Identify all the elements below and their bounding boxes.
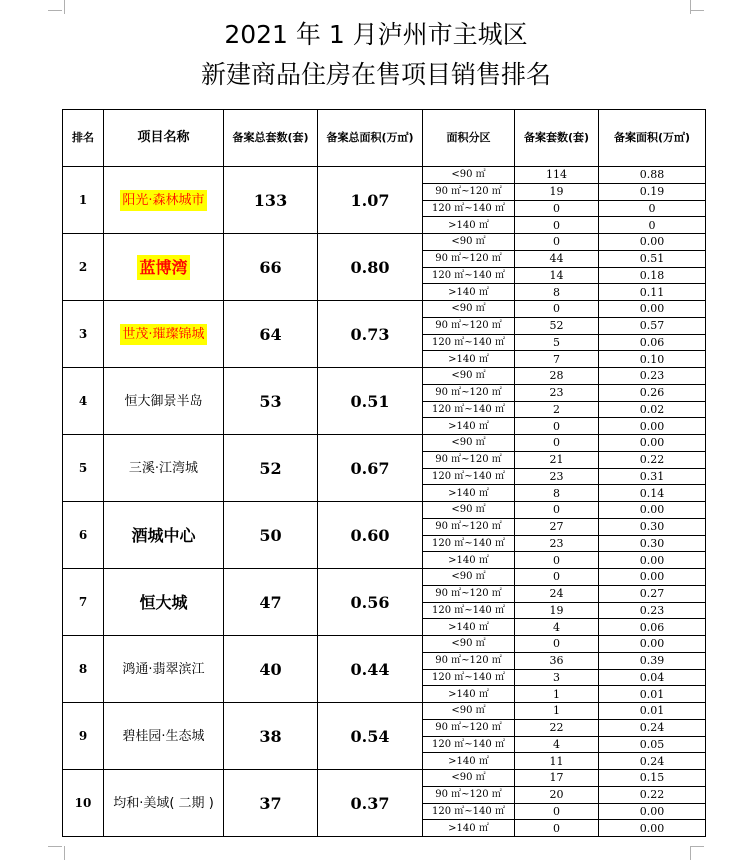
- project-name-cell: [104, 435, 224, 502]
- area-range: >140 ㎡: [423, 351, 515, 368]
- table-row: [63, 167, 706, 184]
- header-total-area-label: 备案总面积(万㎡): [326, 131, 414, 144]
- rank-number: 1: [63, 167, 104, 234]
- area-range: 90 ㎡~120 ㎡: [423, 786, 515, 803]
- range-area: 0.14: [599, 485, 706, 502]
- area-range: <90 ㎡: [423, 368, 515, 385]
- range-units: 24: [515, 585, 599, 602]
- area-range: 120 ㎡~140 ㎡: [423, 535, 515, 552]
- range-area: 0.00: [599, 301, 706, 318]
- table-body: [63, 167, 706, 837]
- area-range: 90 ㎡~120 ㎡: [423, 451, 515, 468]
- area-range: 90 ㎡~120 ㎡: [423, 317, 515, 334]
- range-units: 0: [515, 803, 599, 820]
- rank-number: 7: [63, 569, 104, 636]
- total-area: 0.56: [318, 569, 423, 636]
- range-area: 0.00: [599, 820, 706, 837]
- area-range: 120 ㎡~140 ㎡: [423, 803, 515, 820]
- project-name-cell: [104, 636, 224, 703]
- project-name: 阳光·森林城市: [120, 190, 206, 211]
- range-units: 28: [515, 368, 599, 385]
- area-range: >140 ㎡: [423, 552, 515, 569]
- table-row: [63, 770, 706, 787]
- area-range: 90 ㎡~120 ㎡: [423, 384, 515, 401]
- range-units: 1: [515, 703, 599, 720]
- range-area: 0.18: [599, 267, 706, 284]
- area-range: <90 ㎡: [423, 703, 515, 720]
- area-range: 120 ㎡~140 ㎡: [423, 669, 515, 686]
- range-area: 0.88: [599, 167, 706, 184]
- range-units: 44: [515, 250, 599, 267]
- area-range: >140 ㎡: [423, 686, 515, 703]
- range-units: 5: [515, 334, 599, 351]
- project-name: 鸿通·翡翠滨江: [122, 661, 205, 677]
- project-name: 恒大御景半岛: [124, 393, 203, 409]
- range-units: 2: [515, 401, 599, 418]
- total-area: 0.51: [318, 368, 423, 435]
- area-range: 90 ㎡~120 ㎡: [423, 585, 515, 602]
- total-units: 50: [224, 502, 318, 569]
- project-name: 蓝博湾: [137, 255, 189, 280]
- range-units: 114: [515, 167, 599, 184]
- rank-number: 10: [63, 770, 104, 837]
- header-project: 项目名称: [104, 110, 224, 167]
- document-title-line2: 新建商品住房在售项目销售排名: [200, 60, 551, 89]
- range-units: 0: [515, 435, 599, 452]
- area-range: >140 ㎡: [423, 217, 515, 234]
- area-range: <90 ㎡: [423, 167, 515, 184]
- area-range: <90 ㎡: [423, 770, 515, 787]
- range-units: 27: [515, 518, 599, 535]
- table-row: [63, 435, 706, 452]
- range-area: 0.00: [599, 569, 706, 586]
- total-units: 133: [224, 167, 318, 234]
- table-row: [63, 703, 706, 720]
- range-units: 19: [515, 183, 599, 200]
- range-units: 20: [515, 786, 599, 803]
- rank-number: 9: [63, 703, 104, 770]
- total-area: 0.54: [318, 703, 423, 770]
- range-units: 1: [515, 686, 599, 703]
- header-area: 备案面积(万㎡): [599, 110, 706, 167]
- area-range: >140 ㎡: [423, 753, 515, 770]
- range-units: 4: [515, 619, 599, 636]
- area-range: 90 ㎡~120 ㎡: [423, 719, 515, 736]
- total-area: 0.37: [318, 770, 423, 837]
- range-area: 0.00: [599, 552, 706, 569]
- rank-number: 2: [63, 234, 104, 301]
- range-units: 0: [515, 418, 599, 435]
- page-corner-mark: [690, 846, 705, 860]
- rank-number: 4: [63, 368, 104, 435]
- table-header-row: [63, 110, 706, 167]
- total-area: 1.07: [318, 167, 423, 234]
- range-units: 0: [515, 234, 599, 251]
- project-name: 碧桂园·生态城: [122, 728, 205, 744]
- total-units: 53: [224, 368, 318, 435]
- page-corner-mark: [690, 10, 704, 11]
- total-units: 40: [224, 636, 318, 703]
- range-units: 0: [515, 200, 599, 217]
- range-area: 0.00: [599, 636, 706, 653]
- project-name-cell: [104, 770, 224, 837]
- range-area: 0.30: [599, 535, 706, 552]
- total-area: 0.73: [318, 301, 423, 368]
- project-name: 三溪·江湾城: [128, 460, 199, 476]
- page-corner-mark: [50, 846, 65, 860]
- document-title-line1: 2021 年 1 月泸州市主城区: [224, 20, 528, 49]
- table-row: [63, 636, 706, 653]
- rank-number: 6: [63, 502, 104, 569]
- range-units: 19: [515, 602, 599, 619]
- range-units: 7: [515, 351, 599, 368]
- range-units: 8: [515, 485, 599, 502]
- table-row: [63, 502, 706, 519]
- range-units: 23: [515, 384, 599, 401]
- rank-number: 3: [63, 301, 104, 368]
- range-area: 0.15: [599, 770, 706, 787]
- project-name: 世茂·璀璨锦城: [120, 324, 206, 345]
- project-name-cell: [104, 368, 224, 435]
- table-row: [63, 569, 706, 586]
- total-area: 0.60: [318, 502, 423, 569]
- area-range: 90 ㎡~120 ㎡: [423, 250, 515, 267]
- range-area: 0.02: [599, 401, 706, 418]
- range-area: 0.00: [599, 418, 706, 435]
- area-range: 90 ㎡~120 ㎡: [423, 183, 515, 200]
- range-units: 21: [515, 451, 599, 468]
- range-units: 23: [515, 535, 599, 552]
- range-area: 0: [599, 200, 706, 217]
- table-row: [63, 301, 706, 318]
- total-area: 0.67: [318, 435, 423, 502]
- area-range: 120 ㎡~140 ㎡: [423, 401, 515, 418]
- area-range: <90 ㎡: [423, 502, 515, 519]
- sales-ranking-table: [62, 109, 706, 837]
- area-range: >140 ㎡: [423, 418, 515, 435]
- range-area: 0.23: [599, 368, 706, 385]
- range-area: 0.01: [599, 686, 706, 703]
- area-range: 120 ㎡~140 ㎡: [423, 736, 515, 753]
- range-area: 0.01: [599, 703, 706, 720]
- range-units: 8: [515, 284, 599, 301]
- range-units: 0: [515, 569, 599, 586]
- range-area: 0.00: [599, 502, 706, 519]
- project-name-cell: [104, 703, 224, 770]
- range-units: 17: [515, 770, 599, 787]
- project-name-cell: [104, 234, 224, 301]
- project-name-cell: [104, 569, 224, 636]
- page-corner-mark: [690, 846, 704, 847]
- area-range: 120 ㎡~140 ㎡: [423, 602, 515, 619]
- total-units: 37: [224, 770, 318, 837]
- area-range: 90 ㎡~120 ㎡: [423, 518, 515, 535]
- range-area: 0.00: [599, 435, 706, 452]
- header-rank: 排名: [63, 110, 104, 167]
- header-area-range: 面积分区: [423, 110, 515, 167]
- range-area: 0.39: [599, 652, 706, 669]
- range-area: 0.00: [599, 234, 706, 251]
- area-range: >140 ㎡: [423, 485, 515, 502]
- area-range: >140 ㎡: [423, 619, 515, 636]
- total-area: 0.44: [318, 636, 423, 703]
- table-row: [63, 368, 706, 385]
- rank-number: 8: [63, 636, 104, 703]
- range-units: 0: [515, 820, 599, 837]
- area-range: >140 ㎡: [423, 820, 515, 837]
- project-name: 恒大城: [139, 592, 188, 612]
- total-units: 66: [224, 234, 318, 301]
- range-area: 0.10: [599, 351, 706, 368]
- range-area: 0.51: [599, 250, 706, 267]
- project-name: 均和·美域( 二期 ): [113, 795, 214, 811]
- range-area: 0.31: [599, 468, 706, 485]
- project-name-cell: [104, 502, 224, 569]
- range-area: 0.27: [599, 585, 706, 602]
- header-units: 备案套数(套): [515, 110, 599, 167]
- area-range: <90 ㎡: [423, 435, 515, 452]
- page-corner-mark: [50, 0, 65, 14]
- page-corner-mark: [48, 846, 62, 847]
- header-total-units: 备案总套数(套): [224, 110, 318, 167]
- area-range: <90 ㎡: [423, 636, 515, 653]
- area-range: <90 ㎡: [423, 301, 515, 318]
- area-range: <90 ㎡: [423, 234, 515, 251]
- area-range: 90 ㎡~120 ㎡: [423, 652, 515, 669]
- range-area: 0: [599, 217, 706, 234]
- table-row: [63, 234, 706, 251]
- range-area: 0.06: [599, 334, 706, 351]
- range-area: 0.22: [599, 786, 706, 803]
- total-units: 64: [224, 301, 318, 368]
- area-range: 120 ㎡~140 ㎡: [423, 468, 515, 485]
- range-units: 23: [515, 468, 599, 485]
- header-total-area: [318, 110, 423, 167]
- page-corner-mark: [48, 10, 62, 11]
- range-units: 0: [515, 552, 599, 569]
- range-area: 0.24: [599, 753, 706, 770]
- range-units: 36: [515, 652, 599, 669]
- project-name-cell: [104, 301, 224, 368]
- range-units: 4: [515, 736, 599, 753]
- range-units: 0: [515, 636, 599, 653]
- range-area: 0.22: [599, 451, 706, 468]
- range-area: 0.30: [599, 518, 706, 535]
- project-name-cell: [104, 167, 224, 234]
- total-units: 52: [224, 435, 318, 502]
- range-area: 0.19: [599, 183, 706, 200]
- project-name: 酒城中心: [131, 525, 196, 545]
- area-range: 120 ㎡~140 ㎡: [423, 267, 515, 284]
- range-units: 14: [515, 267, 599, 284]
- total-units: 47: [224, 569, 318, 636]
- range-units: 11: [515, 753, 599, 770]
- range-units: 22: [515, 719, 599, 736]
- range-area: 0.00: [599, 803, 706, 820]
- range-area: 0.06: [599, 619, 706, 636]
- range-units: 0: [515, 217, 599, 234]
- range-units: 0: [515, 502, 599, 519]
- range-units: 0: [515, 301, 599, 318]
- area-range: >140 ㎡: [423, 284, 515, 301]
- area-range: <90 ㎡: [423, 569, 515, 586]
- area-range: 120 ㎡~140 ㎡: [423, 200, 515, 217]
- range-area: 0.05: [599, 736, 706, 753]
- range-area: 0.23: [599, 602, 706, 619]
- page-corner-mark: [690, 0, 705, 14]
- range-units: 3: [515, 669, 599, 686]
- range-area: 0.04: [599, 669, 706, 686]
- range-area: 0.11: [599, 284, 706, 301]
- total-area: 0.80: [318, 234, 423, 301]
- range-units: 52: [515, 317, 599, 334]
- range-area: 0.24: [599, 719, 706, 736]
- range-area: 0.26: [599, 384, 706, 401]
- range-area: 0.57: [599, 317, 706, 334]
- rank-number: 5: [63, 435, 104, 502]
- total-units: 38: [224, 703, 318, 770]
- area-range: 120 ㎡~140 ㎡: [423, 334, 515, 351]
